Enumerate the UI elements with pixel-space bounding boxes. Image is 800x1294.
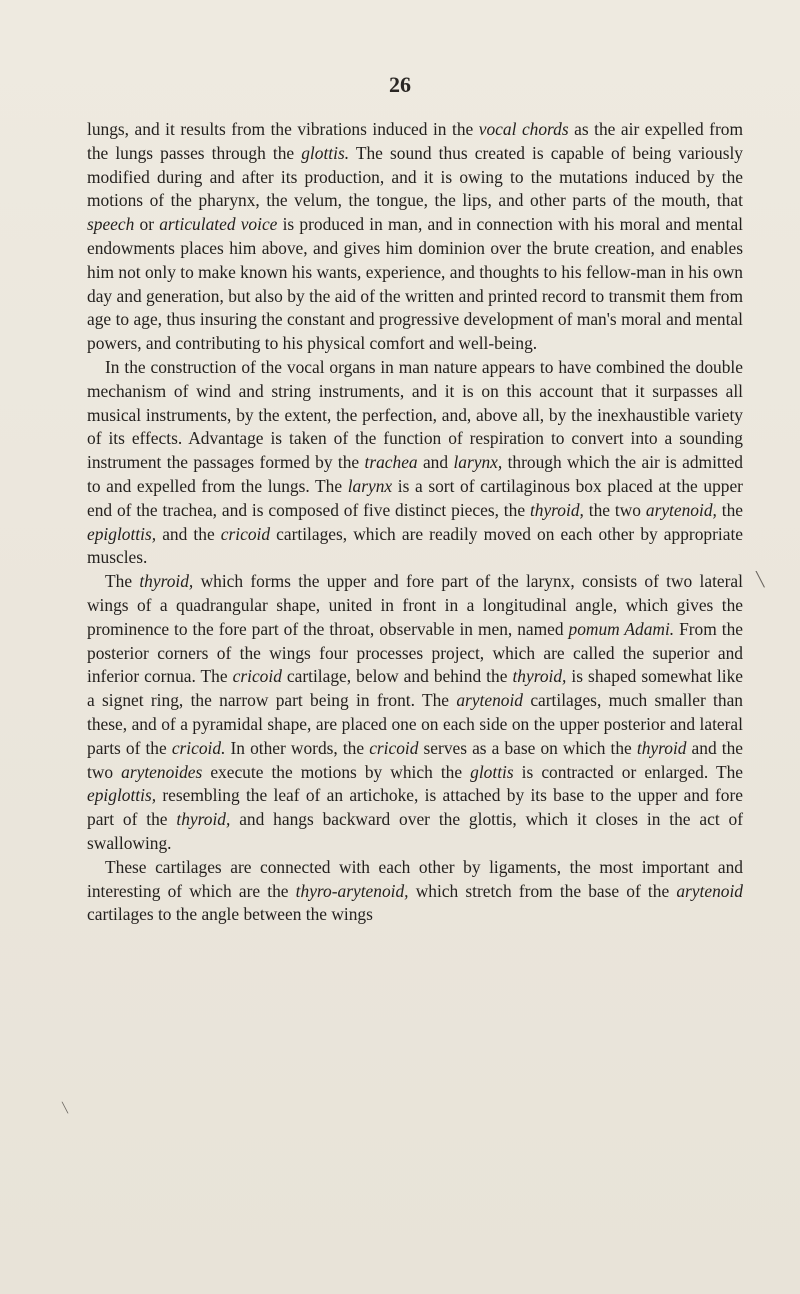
text-run: cartilage, below and behind the <box>281 666 513 687</box>
text-run: In the construction of the vocal organs in man nature appears to have combined the double mechanism of wind and string instruments, and it is on this account that it surpasses all musical instruments, by the extent, the perfection, and, above all, by the inexhaustible variety of its effects. Advantage is taken of the function of respiration to convert into a sounding instrument the passages formed by the <box>87 356 743 473</box>
text-run: and hangs backward over the glottis, which it closes in the act of swallowing. <box>87 809 744 853</box>
margin-tick-mark: ╲ <box>62 1103 69 1114</box>
text-run: cartilages, much smaller than these, and of a pyramidal shape, are placed one on each side on the upper posterior and lateral parts of the <box>87 690 743 758</box>
text-run: and the two <box>87 737 744 782</box>
italic-term: thyroid, <box>529 499 584 520</box>
italic-term: vocal chords <box>478 119 569 139</box>
italic-term: cricoid <box>369 737 419 758</box>
paragraph-1 <box>87 118 743 356</box>
italic-term: glottis <box>470 761 514 782</box>
paragraph-2 <box>87 356 743 570</box>
text-run: The sound thus created is capable of being variously modified during and after its production, and it is owing to the mutations induced by the motions of the pharynx, the velum, the tongue, the lips, and other parts of the mouth, that <box>87 142 743 211</box>
text-run: From the posterior corners of the wings four processes project, which are called the superior and inferior cornua. The <box>87 618 743 687</box>
italic-term: arytenoid <box>456 690 523 711</box>
text-run: which forms the upper and fore part of the larynx, consists of two lateral wings of a quadrangular shape, united in front in a longitudinal angle, which gives the prominence to the fore part of the throat, observable in men, named <box>87 571 743 639</box>
text-run: is shaped somewhat like a signet ring, the narrow part being in front. The <box>87 666 743 711</box>
text-run: as the air expelled from the lungs passes through the <box>87 119 743 163</box>
paragraph-3 <box>87 570 743 856</box>
italic-term: cricoid. <box>171 737 226 758</box>
text-run: is contracted or enlarged. The <box>513 761 743 782</box>
text-run: cartilages to the angle between the wings <box>87 904 373 925</box>
italic-term: epiglottis, <box>87 785 157 806</box>
text-run: which stretch from the base of the <box>408 880 677 901</box>
text-run: execute the motions by which the <box>202 761 471 782</box>
italic-term: arytenoides <box>121 761 203 782</box>
italic-term: arytenoid, <box>645 499 717 520</box>
text-run: The <box>105 571 140 592</box>
italic-term: thyroid, <box>139 571 194 592</box>
margin-check-mark: ╲ <box>756 572 765 588</box>
text-run: lungs, and it results from the vibrations induced in the <box>87 119 479 139</box>
text-run: through which the air is admitted to and expelled from the lungs. The <box>87 452 743 496</box>
italic-term: thyroid, <box>512 666 567 687</box>
text-run: and the <box>156 523 221 544</box>
text-run: In other words, the <box>225 737 370 758</box>
italic-term: larynx <box>347 475 393 496</box>
italic-term: arytenoid <box>676 880 743 901</box>
body-text <box>87 118 743 927</box>
page-number: 26 <box>389 72 411 97</box>
text-run: or <box>134 214 160 235</box>
text-run: is produced in man, and in connection with his moral and mental endowments places him above, and gives him dominion over the brute creation, and enables him not only to make known his wants, experience, and thoughts to his fellow-man in his own day and generation, but also by the aid of the written and printed record to transmit them from age to age, thus insuring the constant and progressive development of man's moral and mental powers, and contributing to his physical comfort and well-being. <box>87 214 743 354</box>
italic-term: thyroid <box>636 737 687 758</box>
text-run: is a sort of cartilaginous box placed at the upper end of the trachea, and is composed of five distinct pieces, the <box>87 475 743 520</box>
italic-term: cricoid <box>232 666 282 687</box>
paragraph-4 <box>87 856 743 927</box>
italic-term: thyroid, <box>176 809 231 830</box>
text-run: These cartilages are connected with each other by ligaments, the most important and interesting of which are the <box>87 856 743 901</box>
text-run: and <box>417 452 454 473</box>
italic-term: cricoid <box>220 523 271 544</box>
text-run: resembling the leaf of an artichoke, is attached by its base to the upper and fore part of the <box>87 785 743 830</box>
italic-term: thyro-arytenoid, <box>295 880 409 901</box>
italic-term: articulated voice <box>159 214 278 235</box>
text-run: the <box>716 499 744 520</box>
text-run: the two <box>583 499 646 520</box>
italic-term: glottis. <box>301 142 350 163</box>
italic-term: larynx, <box>453 452 503 473</box>
italic-term: epiglottis, <box>87 523 157 544</box>
italic-term: speech <box>87 214 135 235</box>
text-run: cartilages, which are readily moved on each other by appropriate muscles. <box>87 523 743 568</box>
italic-term: pomum Adami. <box>568 618 675 639</box>
text-run: serves as a base on which the <box>418 737 637 758</box>
italic-term: trachea <box>364 452 418 473</box>
